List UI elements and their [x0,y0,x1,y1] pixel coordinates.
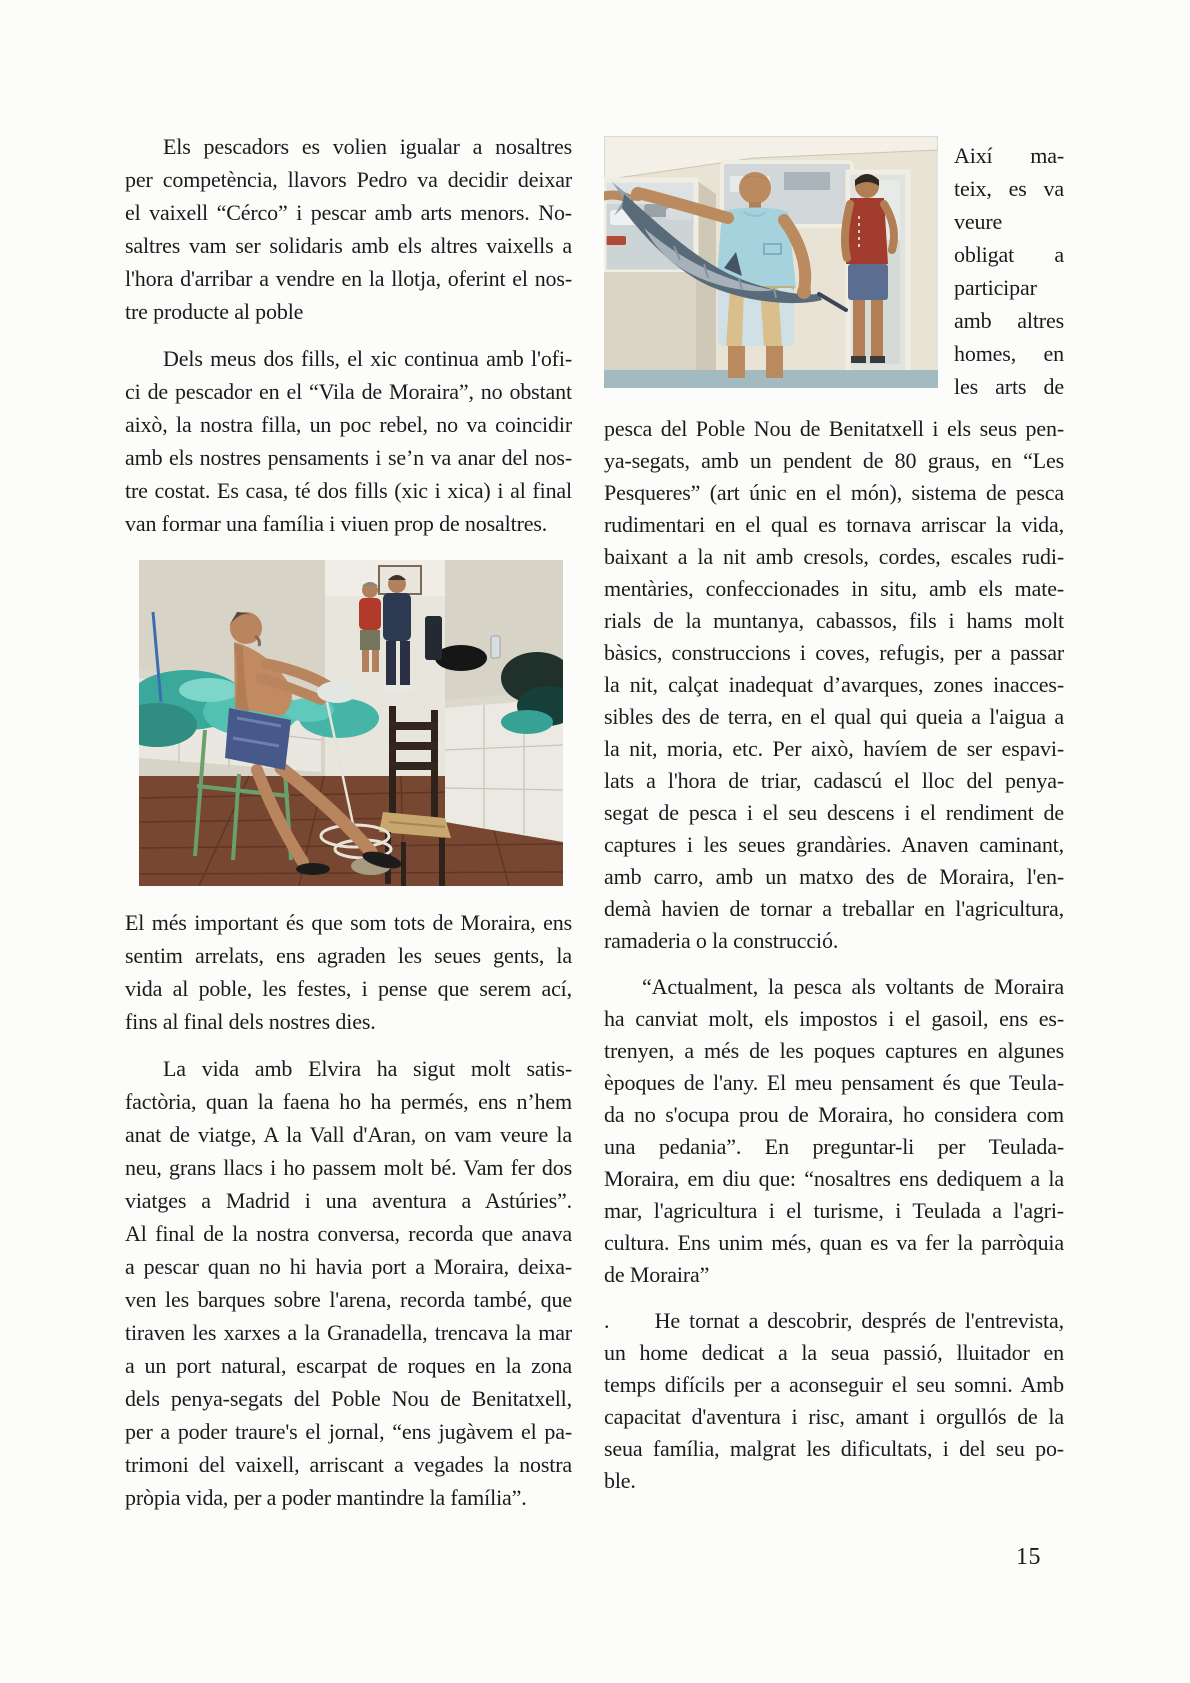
paragraph-conclusion [604,1305,1064,1497]
paragraph-elvira [125,1052,572,1514]
text-line: ha canviat molt, els impostos i el gasoil, ens es- [604,1006,1064,1031]
text-line: La vida amb Elvira ha sigut molt satis- [163,1056,572,1081]
photo-with-side-text [604,136,1064,403]
text-line: per competència, llavors Pedro va decidir deixar [125,167,572,192]
text-line: trimoni del vaixell, arriscant a vegades la nostra [125,1452,572,1477]
text-line: pesca del Poble Nou de Benitatxell i els seus pen- [604,416,1064,441]
text-line: rudimentari en el qual es tornava arriscar la vida, [604,512,1064,537]
text-line: participar [954,275,1037,300]
text-line: seua família, malgrat les dificultats, i del seu po- [604,1436,1064,1461]
text-line: anat de viatge, A la Vall d'Aran, on vam veure la [125,1122,572,1147]
text-line: . He tornat a descobrir, després de l'entrevista, [604,1308,1064,1333]
text-line: bàsics, construccions i coves, refugis, per a passar [604,640,1064,665]
text-line: èpoques de l'any. El meu pensament és que Teula- [604,1070,1064,1095]
text-line: la nit, calçat inadequat d’avarques, zones inacces- [604,672,1064,697]
text-line: ci de pescador en el “Vila de Moraira”, no obstant [125,379,572,404]
dark-nets [501,652,563,734]
text-line: Moraira, em diu que: “nosaltres ens dediquem a la [604,1166,1064,1191]
hanging-clothes [425,616,442,660]
paragraph-fishermen [125,130,572,328]
text-line: “Actualment, la pesca als voltants de Moraira [642,974,1064,999]
text-line: amb altres [954,308,1064,333]
text-line: ble. [604,1468,636,1493]
right-column [604,136,1064,1497]
text-line: ya-segats, amb un pendent de 80 graus, en “Les [604,448,1064,473]
left-column [125,130,572,1514]
text-line: això, la nostra filla, un poc rebel, no va coincidir [125,412,572,437]
text-line: teix, es va [954,176,1064,201]
text-line: sibles des de terra, en el qual qui queia a l'aigua a [604,704,1064,729]
text-line: tiraven les xarxes a la Granadella, trencava la mar [125,1320,572,1345]
text-line: neu, grans llacs i ho passem molt bé. Vam fer dos [125,1155,572,1180]
text-line: sentim arrelats, ens agraden les seues gents, la [125,943,572,968]
water-bottle [491,636,500,658]
text-line: vida al poble, les festes, i pense que serem ací, [125,976,572,1001]
text-line: un home dedicat a la seua passió, lluitador en [604,1340,1064,1365]
text-line: lats a l'hora de triar, cadascú el lloc del penya- [604,768,1064,793]
text-line: tre costat. Es casa, té dos fills (xic i xica) i al final [125,478,572,503]
text-line: factòria, quan la faena ho ha permés, ens n’hem [125,1089,572,1114]
paragraph-pesqueres [604,413,1064,957]
text-line: el vaixell “Cérco” i pescar amb arts menors. No- [125,200,572,225]
text-line: ven les barques sobre l'arena, recorda també, que [125,1287,572,1312]
text-line: pròpia vida, per a poder mantindre la família”. [125,1485,527,1510]
text-line: la nit, moria, etc. Per això, havíem de ser espavi- [604,736,1064,761]
text-line: saltres vam ser solidaris amb els altres vaixells a [125,233,572,258]
text-line: una pedania”. En preguntar-li per Teulada- [604,1134,1064,1159]
text-line: amb carro, amb un matxo des de Moraira, l'en- [604,864,1064,889]
text-line: captures i les seues grandàries. Anaven caminant, [604,832,1064,857]
text-line: trenyen, a més de les poques captures en algunes [604,1038,1064,1063]
text-line: dels penya-segats del Poble Nou de Benitatxell, [125,1386,572,1411]
photo-swordfish [604,136,938,388]
photo-net-mending [139,560,563,886]
text-line: Dels meus dos fills, el xic continua amb l'ofi- [163,346,572,371]
text-line: baixant a la nit amb cresols, cordes, escales rudi- [604,544,1064,569]
text-line: El més important és que som tots de Moraira, ens [125,910,572,935]
paragraph-children [125,342,572,540]
text-line: obligat a [954,242,1064,267]
text-line: ramaderia o la construcció. [604,928,839,953]
text-line: Així ma- [954,143,1064,168]
text-line: amb els nostres pensaments i se’n va anar del nos- [125,445,572,470]
text-line: demà havien de tornar a treballar en l'agricultura, [604,896,1064,921]
text-line: l'hora d'arribar a vendre en la llotja, oferint el nos- [125,266,572,291]
text-line: fins al final dels nostres dies. [125,1009,376,1034]
text-line: van formar una família i viuen prop de nosaltres. [125,511,548,536]
text-line: mentàries, confeccionades in situ, amb els mate- [604,576,1064,601]
text-line: homes, en [954,341,1064,366]
page-number: 15 [1016,1544,1041,1570]
text-line: rials de la muntanya, cabassos, fils i hams molt [604,608,1064,633]
text-line: capacitat d'aventura i risc, amant i orgullós de la [604,1404,1064,1429]
paragraph-moraira [125,906,572,1038]
text-line: Pesqueres” (art únic en el món), sistema de pesca [604,480,1064,505]
text-line: segat de pesca i el seu descens i el rendiment de [604,800,1064,825]
text-line: a un port natural, escarpat de roques en la zona [125,1353,572,1378]
paragraph-actualment [604,971,1064,1291]
text-line: Al final de la nostra conversa, recorda que anava [125,1221,572,1246]
text-line: les arts de [954,374,1064,399]
text-line: mar, l'agricultura i el turisme, i Teulada a l'agri- [604,1198,1064,1223]
text-line: cultura. Ens unim més, quan es va fer la parròquia [604,1230,1064,1255]
text-line: per a poder traure's el jornal, “ens jugàvem el pa- [125,1419,572,1444]
text-line: a pescar quan no hi havia port a Moraira, deixa- [125,1254,572,1279]
white-net [317,681,357,703]
side-text [954,136,1064,403]
text-line: Els pescadors es volien igualar a nosaltres [163,134,572,159]
text-line: temps difícils per a aconseguir el seu somni. Amb [604,1372,1064,1397]
text-line: viatges a Madrid i una aventura a Astúries”. [125,1188,572,1213]
text-line: da no s'ocupa prou de Moraira, ho considera com [604,1102,1064,1127]
black-bag [435,645,487,671]
text-line: veure [954,209,1003,234]
text-line: de Moraira” [604,1262,710,1287]
text-line: tre producte al poble [125,299,304,324]
